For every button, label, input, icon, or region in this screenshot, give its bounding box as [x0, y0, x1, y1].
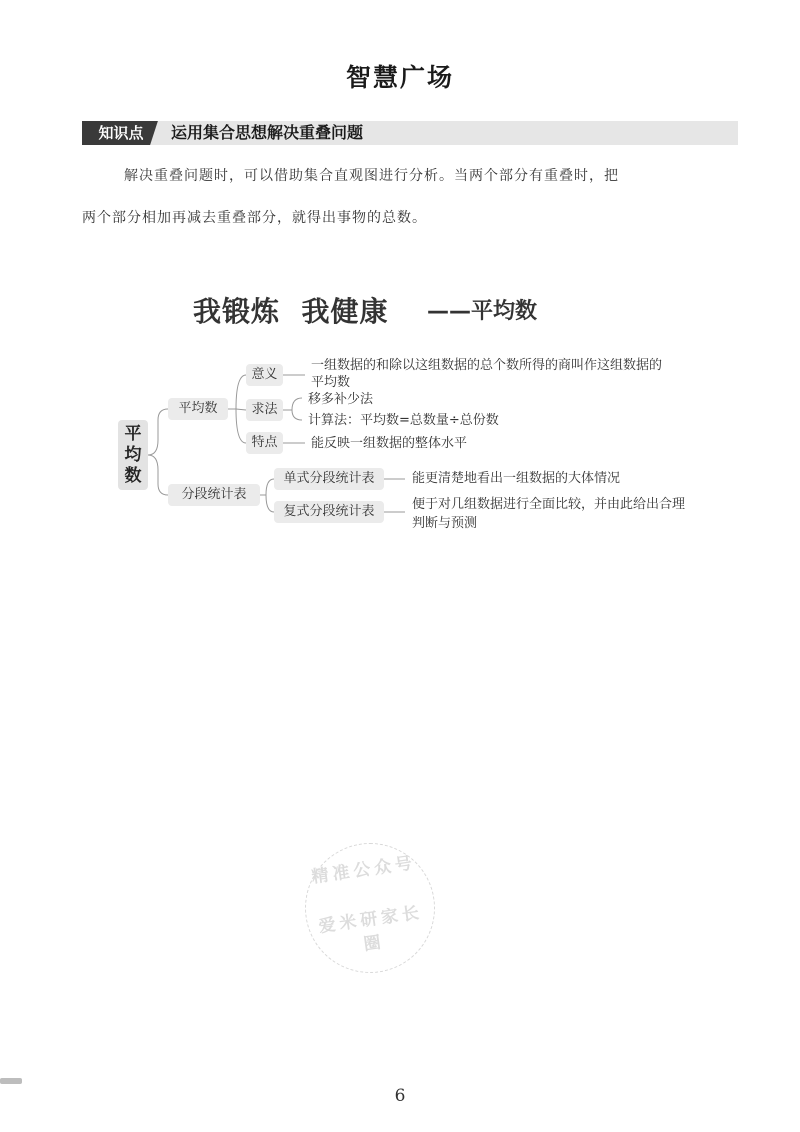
mindmap-subtitle: ——平均数 [427, 299, 538, 324]
watermark-line1: 精准公众号 [310, 853, 418, 888]
page-edge-mark [0, 1078, 22, 1084]
item-simple-table-text-line1: 能更清楚地看出一组数据的大体情况 [412, 471, 621, 486]
item-compound-table-text-line1: 便于对几组数据进行全面比较，并由此给出合理 [412, 497, 686, 512]
item-method-pill: 求法 [246, 399, 283, 421]
item-feature-pill: 特点 [246, 432, 283, 454]
connector-branch1-item1 [228, 375, 246, 409]
item-meaning-text-line2: 平均数 [311, 375, 351, 390]
item-method-text-line1: 移多补少法 [308, 392, 374, 407]
item-simple-table-pill: 单式分段统计表 [274, 468, 384, 490]
page-title: 智慧广场 [345, 63, 454, 92]
connector-item2-text [283, 398, 302, 420]
item-method-text-line2: 计算法：平均数=总数量÷总份数 [308, 413, 499, 428]
item-meaning-text-line1: 一组数据的和除以这组数据的总个数所得的商叫作这组数据的 [311, 358, 663, 373]
mindmap-root-label: 平均数 [124, 424, 142, 486]
knowledge-paragraph-line1: 解决重叠问题时，可以借助集合直观图进行分析。当两个部分有重叠时，把 [124, 168, 619, 184]
item-compound-table-text-line2: 判断与预测 [412, 516, 478, 531]
branch-average-pill: 平均数 [168, 398, 228, 420]
item-compound-table-pill: 复式分段统计表 [274, 501, 384, 523]
watermark-text [302, 850, 436, 964]
item-feature-text-line1: 能反映一组数据的整体水平 [311, 436, 468, 451]
page-number: 6 [394, 1086, 406, 1106]
mindmap-root [118, 420, 148, 490]
item-meaning-pill: 意义 [246, 364, 283, 386]
connector-root-branch2 [148, 455, 168, 495]
connector-branch1-item2 [236, 409, 246, 410]
mindmap-title-text: 我锻炼 我健康 [193, 295, 389, 328]
connector-root-branch1 [148, 409, 168, 455]
branch-segmented-table-pill: 分段统计表 [168, 484, 260, 506]
knowledge-tag: 知识点 [82, 121, 160, 145]
connector-branch2-item2 [266, 495, 274, 512]
watermark-line2: 爱米研家长圈 [317, 902, 425, 956]
connector-branch1-item3 [236, 409, 246, 443]
knowledge-paragraph-line2: 两个部分相加再减去重叠部分，就得出事物的总数。 [82, 210, 427, 226]
connector-branch2-item1 [260, 479, 274, 495]
knowledge-title: 运用集合思想解决重叠问题 [171, 123, 364, 142]
